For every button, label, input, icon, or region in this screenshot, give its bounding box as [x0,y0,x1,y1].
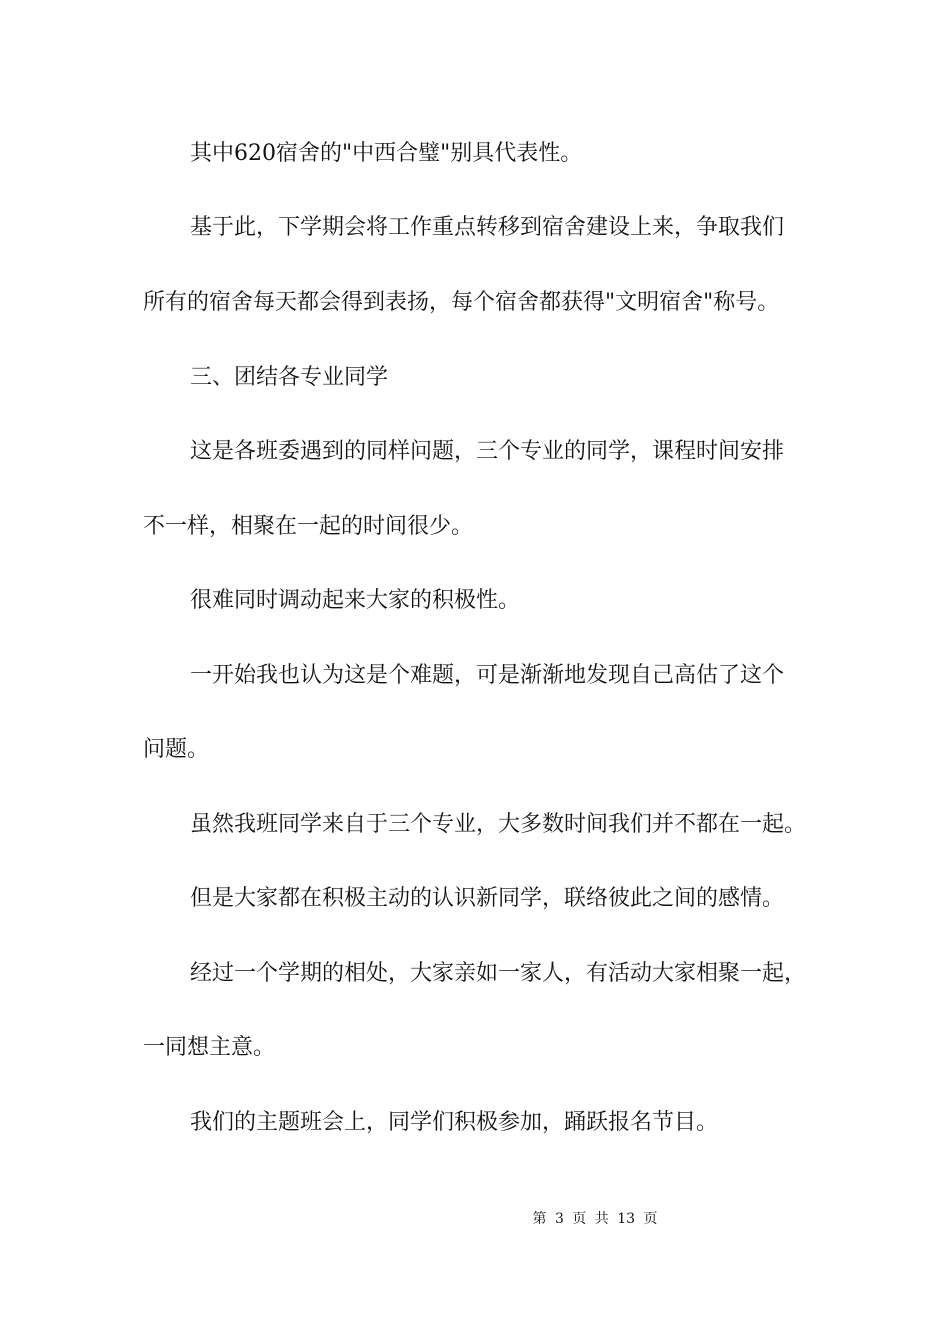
paragraph-line: 基于此，下学期会将工作重点转移到宿舍建设上来，争取我们 [190,215,785,240]
paragraph-line: 虽然我班同学来自于三个专业，大多数时间我们并不都在一起。 [190,812,807,837]
paragraph-line: 经过一个学期的相处，大家亲如一家人，有活动大家相聚一起， [190,961,807,986]
paragraph-line: 这是各班委遇到的同样问题，三个专业的同学，课程时间安排 [190,439,785,464]
paragraph-line: 但是大家都在积极主动的认识新同学，联络彼此之间的感情。 [190,886,785,911]
paragraph-line: 我们的主题班会上，同学们积极参加，踊跃报名节目。 [190,1110,719,1135]
paragraph-line: 问题。 [143,737,210,762]
paragraph-line: 很难同时调动起来大家的积极性。 [190,588,521,613]
section-heading: 三、团结各专业同学 [190,365,389,390]
paragraph-line: 一同想主意。 [143,1035,276,1060]
page-number-footer: 第 3 页 共 13 页 [532,1211,658,1227]
paragraph-line: 其中620宿舍的"中西合璧"别具代表性。 [190,141,583,166]
paragraph-line: 一开始我也认为这是个难题，可是渐渐地发现自己高估了这个 [190,663,785,688]
paragraph-line: 不一样，相聚在一起的时间很少。 [143,514,474,539]
paragraph-line: 所有的宿舍每天都会得到表扬，每个宿舍都获得"文明宿舍"称号。 [143,290,780,315]
